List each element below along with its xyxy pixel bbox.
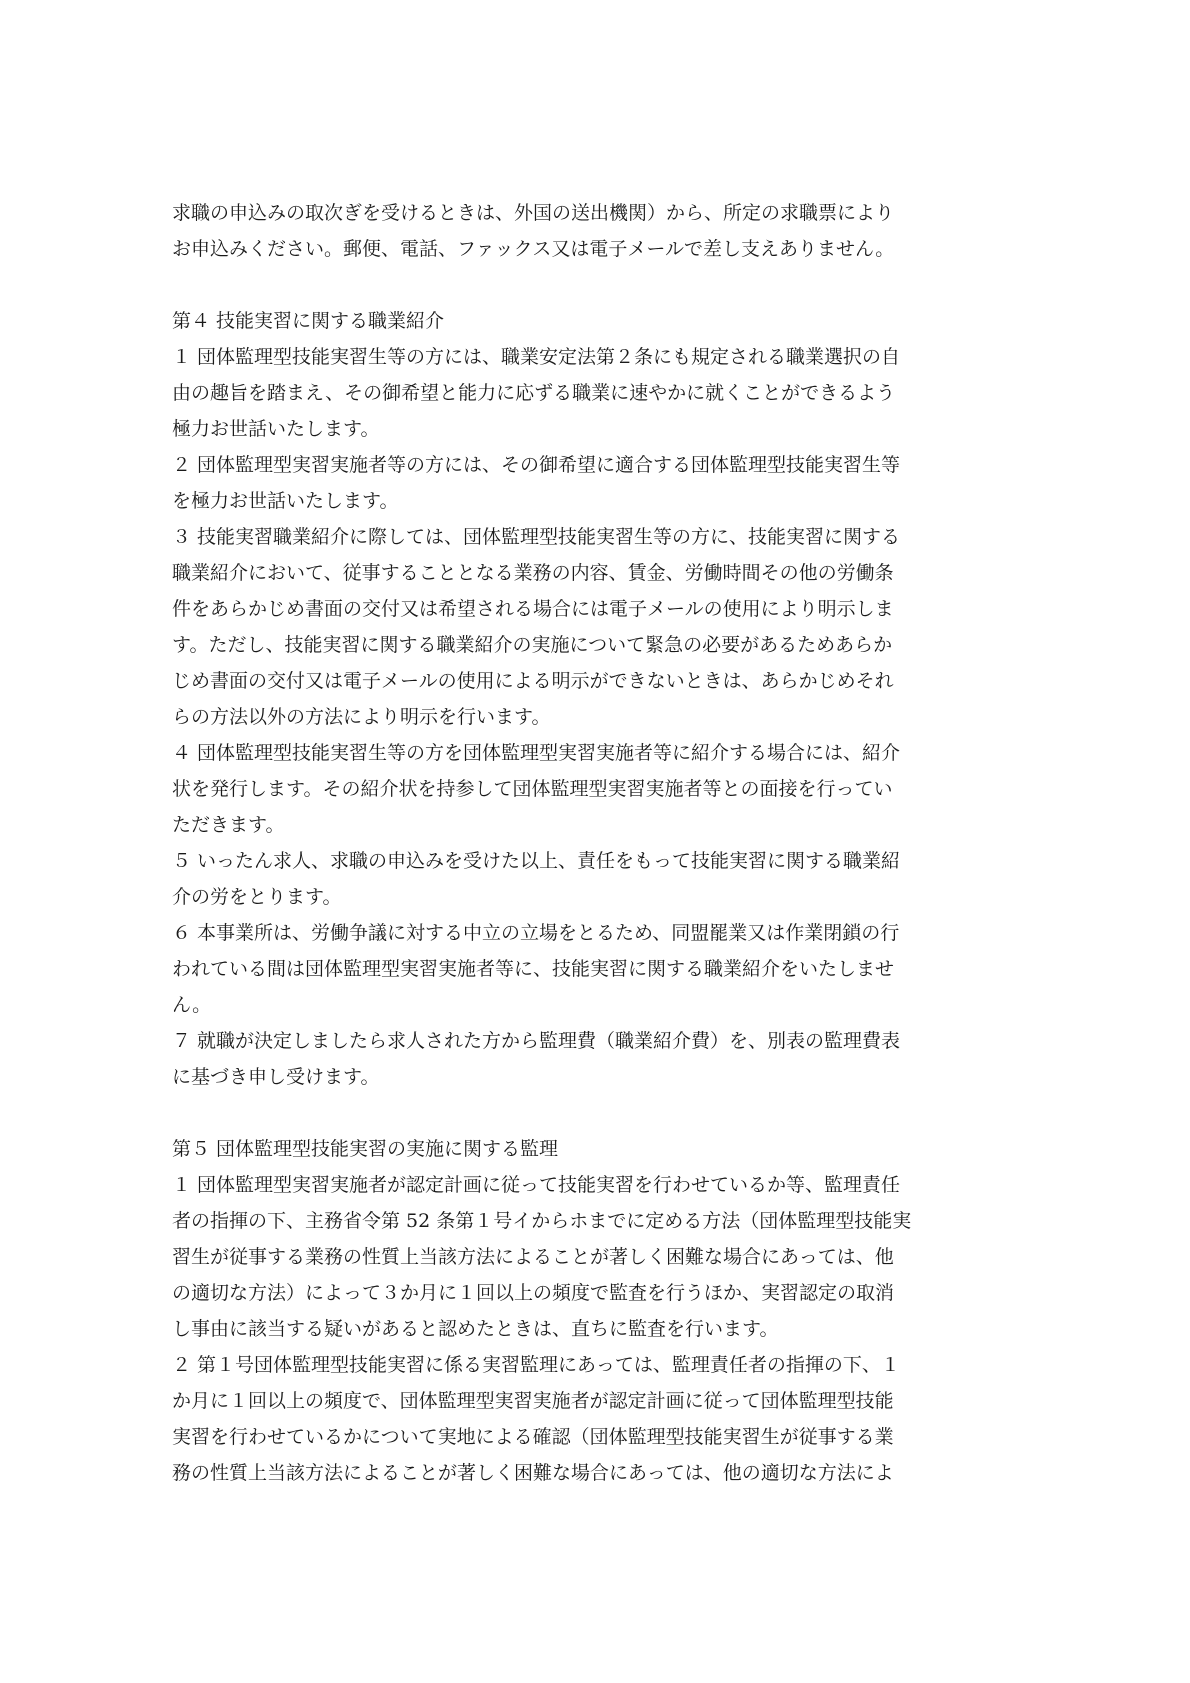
text-line: 由の趣旨を踏まえ、その御希望と能力に応ずる職業に速やかに就くことができるよう [172, 382, 896, 404]
section-5 [172, 1131, 1002, 1491]
text-line: 件をあらかじめ書面の交付又は希望される場合には電子メールの使用により明示しま [172, 598, 894, 620]
text-line: 者の指揮の下、主務省令第 52 条第１号イからホまでに定める方法（団体監理型技能実 [172, 1210, 912, 1232]
text-line: 介の労をとります。 [172, 886, 342, 908]
text-line: ４ 団体監理型技能実習生等の方を団体監理型実習実施者等に紹介する場合には、紹介 [172, 742, 901, 764]
text-line: ７ 就職が決定しましたら求人された方から監理費（職業紹介費）を、別表の監理費表 [172, 1030, 901, 1052]
text-line: に基づき申し受けます。 [172, 1066, 380, 1088]
paragraph-gap [172, 1095, 1002, 1131]
text-line: じめ書面の交付又は電子メールの使用による明示ができないときは、あらかじめそれ [172, 670, 894, 692]
text-line: １ 団体監理型技能実習生等の方には、職業安定法第２条にも規定される職業選択の自 [172, 346, 901, 368]
text-line: ん。 [172, 994, 212, 1016]
text-line: ５ いったん求人、求職の申込みを受けた以上、責任をもって技能実習に関する職業紹 [172, 850, 901, 872]
section-heading: 第５ 団体監理型技能実習の実施に関する監理 [172, 1138, 559, 1160]
document-body [172, 195, 1002, 1491]
text-line: ２ 団体監理型実習実施者等の方には、その御希望に適合する団体監理型技能実習生等 [172, 454, 901, 476]
text-line: 状を発行します。その紹介状を持参して団体監理型実習実施者等との面接を行ってい [172, 778, 893, 800]
text-line: らの方法以外の方法により明示を行います。 [172, 706, 551, 728]
text-line: われている間は団体監理型実習実施者等に、技能実習に関する職業紹介をいたしませ [172, 958, 895, 980]
text-line: お申込みください。郵便、電話、ファックス又は電子メールで差し支えありません。 [172, 238, 895, 260]
text-line: 実習を行わせているかについて実地による確認（団体監理型技能実習生が従事する業 [172, 1426, 894, 1448]
text-line: す。ただし、技能実習に関する職業紹介の実施について緊急の必要があるためあらか [172, 634, 893, 656]
text-line: ただきます。 [172, 814, 285, 836]
text-line: 習生が従事する業務の性質上当該方法によることが著しく困難な場合にあっては、他 [172, 1246, 894, 1268]
text-line: の適切な方法）によって３か月に１回以上の頻度で監査を行うほか、実習認定の取消 [172, 1282, 895, 1304]
text-line: 職業紹介において、従事することとなる業務の内容、賃金、労働時間その他の労働条 [172, 562, 894, 584]
intro-paragraph [172, 195, 1002, 267]
text-line: 極力お世話いたします。 [172, 418, 380, 440]
section-heading: 第４ 技能実習に関する職業紹介 [172, 310, 445, 332]
text-line: 務の性質上当該方法によることが著しく困難な場合にあっては、他の適切な方法によ [172, 1462, 894, 1484]
text-line: か月に１回以上の頻度で、団体監理型実習実施者が認定計画に従って団体監理型技能 [172, 1390, 894, 1412]
text-line: ３ 技能実習職業紹介に際しては、団体監理型技能実習生等の方に、技能実習に関する [172, 526, 901, 548]
section-4 [172, 303, 1002, 1095]
text-line: し事由に該当する疑いがあると認めたときは、直ちに監査を行います。 [172, 1318, 779, 1340]
text-line: １ 団体監理型実習実施者が認定計画に従って技能実習を行わせているか等、監理責任 [172, 1174, 901, 1196]
text-line: ２ 第１号団体監理型技能実習に係る実習監理にあっては、監理責任者の指揮の下、１ [172, 1354, 900, 1376]
text-line: を極力お世話いたします。 [172, 490, 399, 512]
paragraph-gap [172, 267, 1002, 303]
text-line: ６ 本事業所は、労働争議に対する中立の立場をとるため、同盟罷業又は作業閉鎖の行 [172, 922, 900, 944]
text-line: 求職の申込みの取次ぎを受けるときは、外国の送出機関）から、所定の求職票により [172, 202, 895, 224]
